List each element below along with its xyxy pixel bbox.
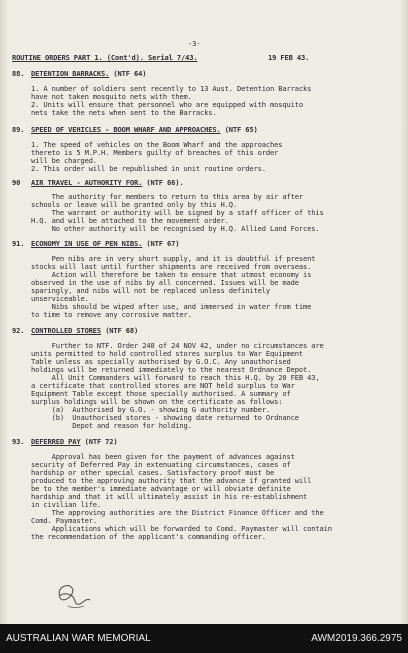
page-right-edge [400,0,408,624]
section-93-line: Applications which will be forwarded to Comd. Paymaster will contain [31,524,332,533]
section-88-line: 2. Units will ensure that personnel who are equipped with mosquito [31,100,303,109]
section-91-line: Pen nibs are in very short supply, and it is doubtful if present [31,254,316,263]
page-left-edge [0,0,8,624]
section-93-line: Approval has been given for the payment of advances against [31,452,295,461]
section-92-line: holdings will be returned immediately to the nearest Ordnance Depot. [31,365,312,374]
section-91-line: observed in the use of nibs by all concerned. Issues will be made [31,278,299,287]
section-number: 88. [12,69,25,78]
section-90-line: The authority for members to return to this area by air after [31,192,303,201]
section-89-heading [12,126,258,134]
section-ref: (NTF 67) [146,239,180,248]
section-title: DEFERRED PAY [31,437,81,446]
section-number: 92. [12,326,25,335]
section-92-line: units permitted to hold controlled stores surplus to War Equipment [31,349,303,358]
footer-institution: AUSTRALIAN WAR MEMORIAL [6,633,151,644]
section-90-heading [12,179,183,187]
section-title: CONTROLLED STORES [31,326,102,335]
section-title: AIR TRAVEL - AUTHORITY FOR. [31,178,143,187]
section-93-line: The approving authorities are the District Finance Officer and the [31,508,324,517]
section-93-line: security of Deferred Pay in extenuating circumstances, cases of [31,460,291,469]
section-number: 93. [12,437,25,446]
section-93-line: produced to the approving authority that the advance if granted will [31,476,312,485]
section-ref: (NTF 65) [224,125,258,134]
section-91-line: stocks will last until further shipments are received from overseas. [31,262,312,271]
section-91-heading [12,240,179,248]
handwritten-signature [54,580,94,612]
section-90-line: The warrant or authority will be signed by a staff officer of this [31,208,324,217]
section-92-line: a certificate that controlled stores are NOT held surplus to War [31,381,295,390]
footer-accession-number: AWM2019.366.2975 [311,633,402,644]
section-90-line: H.Q. and will be attached to the movement order. [31,216,229,225]
section-93-heading [12,438,118,446]
section-89-line: 2. This order will be republished in unit routine orders. [31,164,266,173]
archive-footer [0,624,408,653]
section-ref: (NTF 68) [105,326,139,335]
document-header-date: 19 FEB 43. [268,53,310,62]
section-91-line: Action will therefore be taken to ensure that utmost economy is [31,270,312,279]
section-title: SPEED OF VEHICLES - BOOM WHARF AND APPROACHES. [31,125,221,134]
section-92-line: Further to NTF. Order 248 of 24 NOV 42, under no circumstances are [31,341,324,350]
section-90-line: No other authority will be recognised by H.Q. Allied Land Forces. [31,224,320,233]
section-ref: (NTF 72) [84,437,118,446]
section-90-line: schools or leave will be granted only by this H.Q. [31,200,238,209]
section-92-line: surplus holdings will be shown on the certificate as follows: [31,397,283,406]
section-93-line: hardship or other special cases. Satisfactory proof must be [31,468,275,477]
section-93-line: in civilian life. [31,500,102,509]
section-title: ECONOMY IN USE OF PEN NIBS. [31,239,143,248]
section-ref: (NTF 66). [146,178,184,187]
section-89-line: 1. The speed of vehicles on the Boom Wharf and the approaches [31,140,283,149]
section-92-heading [12,327,138,335]
section-91-line: unserviceable. [31,294,89,303]
section-89-line: will be charged. [31,156,97,165]
page-number: -3- [188,39,201,48]
section-92-line: (b) Unauthorised stores - showing date returned to Ordnance [31,413,299,422]
section-number: 91. [12,239,25,248]
section-92-line: Table unless as specially authorised by G.O.C. Any unauthorised [31,357,291,366]
section-88-line: 1. A number of soldiers sent recently to 13 Aust. Detention Barracks [31,84,312,93]
section-93-line: hardship and that it will ultimately assist in his re-establishment [31,492,308,501]
section-88-line: have not taken mosquito nets with them. [31,92,192,101]
section-93-line: Comd. Paymaster. [31,516,97,525]
section-89-line: thereto is 5 M.P.H. Members guilty of breaches of this order [31,148,279,157]
section-88-line: nets take the nets when sent to the Barracks. [31,108,217,117]
section-91-line: Nibs should be wiped after use, and immersed in water from time [31,302,312,311]
section-92-line: (a) Authorised by G.O. - showing G authority number. [31,405,271,414]
section-91-line: to time to remove any corrosive matter. [31,310,192,319]
section-number: 89. [12,125,25,134]
section-number: 90 [12,178,21,187]
section-92-line: Depot and reason for holding. [31,421,192,430]
section-92-line: Equipment Table except those specially authorised. A summary of [31,389,291,398]
section-93-line: be to the member's immediate advantage or will obviate definite [31,484,291,493]
section-91-line: sparingly, and nibs will not be replaced unless definitely [31,286,271,295]
section-title: DETENTION BARRACKS. [31,69,110,78]
document-body [12,0,400,624]
section-93-line: the recommendation of the applicant's commanding officer. [31,532,266,541]
section-ref: (NTF 64) [113,69,147,78]
section-88-heading [12,70,146,78]
document-header-title: ROUTINE ORDERS PART 1. (Cont'd). Serial 7/43. [12,53,198,62]
section-92-line: All Unit Commanders will forward to reach this H.Q. by 20 FEB 43, [31,373,320,382]
